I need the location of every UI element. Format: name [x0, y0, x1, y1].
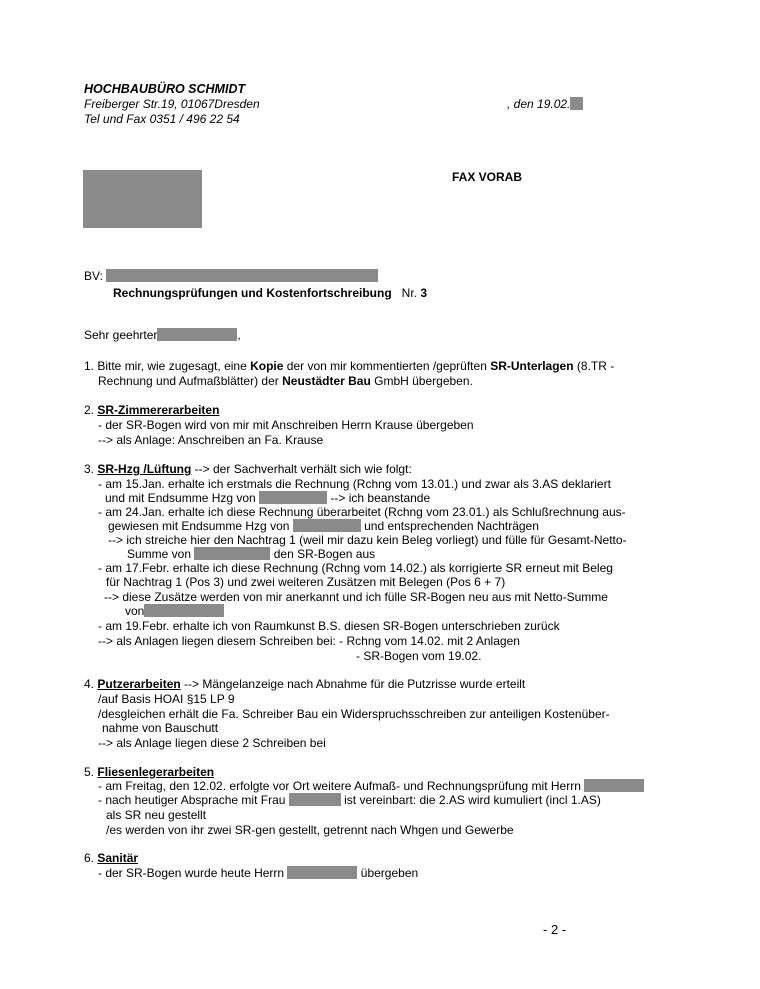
- subject-line: Rechnungsprüfungen und Kostenfortschreibung Nr. 3: [113, 286, 428, 300]
- recipient-address-redacted: [83, 170, 202, 228]
- section-1-line-2: Rechnung und Aufmaßblätter) der Neustädter Bau GmbH übergeben.: [98, 374, 473, 388]
- section-3-heading: 3. SR-Hzg /Lüftung --> der Sachverhalt verhält sich wie folgt:: [84, 462, 412, 476]
- section-3-line-12: --> als Anlagen liegen diesem Schreiben bei: - Rchng vom 14.02. mit 2 Anlagen: [98, 634, 520, 648]
- letter-date: , den 19.02.: [507, 97, 583, 111]
- section-3-line-7: - am 17.Febr. erhalte ich diese Rechnung (Rchng vom 14.02.) als korrigierte SR erneut mit Beleg: [98, 561, 613, 575]
- section-5-heading: 5. Fliesenlegerarbeiten: [84, 765, 215, 779]
- redaction: [259, 491, 327, 504]
- section-3-line-13: - SR-Bogen vom 19.02.: [356, 649, 482, 663]
- section-3-line-8: für Nachtrag 1 (Pos 3) und zwei weiteren Zusätzen mit Belegen (Pos 6 + 7): [106, 575, 506, 589]
- section-6-line-1: - der SR-Bogen wurde heute Herrn übergeben: [98, 866, 419, 880]
- section-2-heading: 2. SR-Zimmererarbeiten: [84, 403, 220, 417]
- section-6-heading: 6. Sanitär: [84, 851, 139, 865]
- redaction: [584, 779, 644, 792]
- section-2-line-2: --> als Anlage: Anschreiben an Fa. Krause: [98, 433, 324, 447]
- section-2-line-1: - der SR-Bogen wird von mir mit Anschreiben Herrn Krause übergeben: [98, 418, 474, 432]
- section-4-line-1: /auf Basis HOAI §15 LP 9: [98, 692, 235, 706]
- section-5-line-2: - nach heutiger Absprache mit Frau ist vereinbart: die 2.AS wird kumuliert (incl 1.AS): [98, 793, 601, 807]
- section-3-line-11: - am 19.Febr. erhalte ich von Raumkunst B.S. diesen SR-Bogen unterschrieben zurück: [98, 619, 560, 633]
- redaction: [106, 269, 378, 282]
- redaction: [144, 604, 224, 617]
- section-4-heading: 4. Putzerarbeiten --> Mängelanzeige nach Abnahme für die Putzrisse wurde erteilt: [84, 677, 526, 691]
- section-5-line-3: als SR neu gestellt: [106, 808, 207, 822]
- greeting: Sehr geehrter ,: [84, 328, 241, 342]
- section-3-line-4: gewiesen mit Endsumme Hzg von und entsprechenden Nachträgen: [108, 519, 539, 533]
- section-3-line-9: --> diese Zusätze werden von mir anerkannt und ich fülle SR-Bogen neu aus mit Netto-Summe: [104, 590, 608, 604]
- section-3-line-3: - am 24.Jan. erhalte ich diese Rechnung überarbeitet (Rchng vom 23.01.) als Schlußrechnung aus-: [98, 505, 626, 519]
- company-name: HOCHBAUBÜRO SCHMIDT: [84, 82, 246, 96]
- section-4-line-3: nahme von Bauschutt: [102, 721, 219, 735]
- section-3-line-10: von: [125, 604, 224, 618]
- section-4-line-4: --> als Anlage liegen diese 2 Schreiben bei: [98, 736, 326, 750]
- section-1-line-1: 1. Bitte mir, wie zugesagt, eine Kopie der von mir kommentierten /geprüften SR-Unterlagen (8.TR -: [84, 359, 615, 373]
- sender-address: Freiberger Str.19, 01067Dresden: [84, 97, 260, 111]
- section-3-line-6: Summe von den SR-Bogen aus: [127, 547, 376, 561]
- redaction: [194, 547, 270, 560]
- redaction: [157, 328, 237, 341]
- section-4-line-2: /desgleichen erhält die Fa. Schreiber Bau ein Widerspruchsschreiben zur anteiligen Kostenüber-: [98, 707, 610, 721]
- bv-line: BV:: [84, 269, 378, 283]
- sender-phone: Tel und Fax 0351 / 496 22 54: [84, 112, 240, 126]
- section-5-line-4: /es werden von ihr zwei SR-gen gestellt, getrennt nach Whgen und Gewerbe: [106, 823, 514, 837]
- redaction: [570, 97, 583, 110]
- redaction: [289, 793, 341, 806]
- redaction: [293, 519, 361, 532]
- section-3-line-5: --> ich streiche hier den Nachtrag 1 (weil mir dazu kein Beleg vorliegt) und fülle für Gesamt-Netto-: [108, 533, 627, 547]
- section-5-line-1: - am Freitag, den 12.02. erfolgte vor Ort weitere Aufmaß- und Rechnungsprüfung mit Herrn: [98, 779, 644, 793]
- fax-header: FAX VORAB: [452, 170, 523, 184]
- section-3-line-1: - am 15.Jan. erhalte ich erstmals die Rechnung (Rchng vom 13.01.) und zwar als 3.AS deklariert: [98, 477, 611, 491]
- section-3-line-2: und mit Endsumme Hzg von --> ich beanstande: [105, 491, 431, 505]
- page-number: - 2 -: [543, 922, 567, 937]
- redaction: [287, 866, 357, 879]
